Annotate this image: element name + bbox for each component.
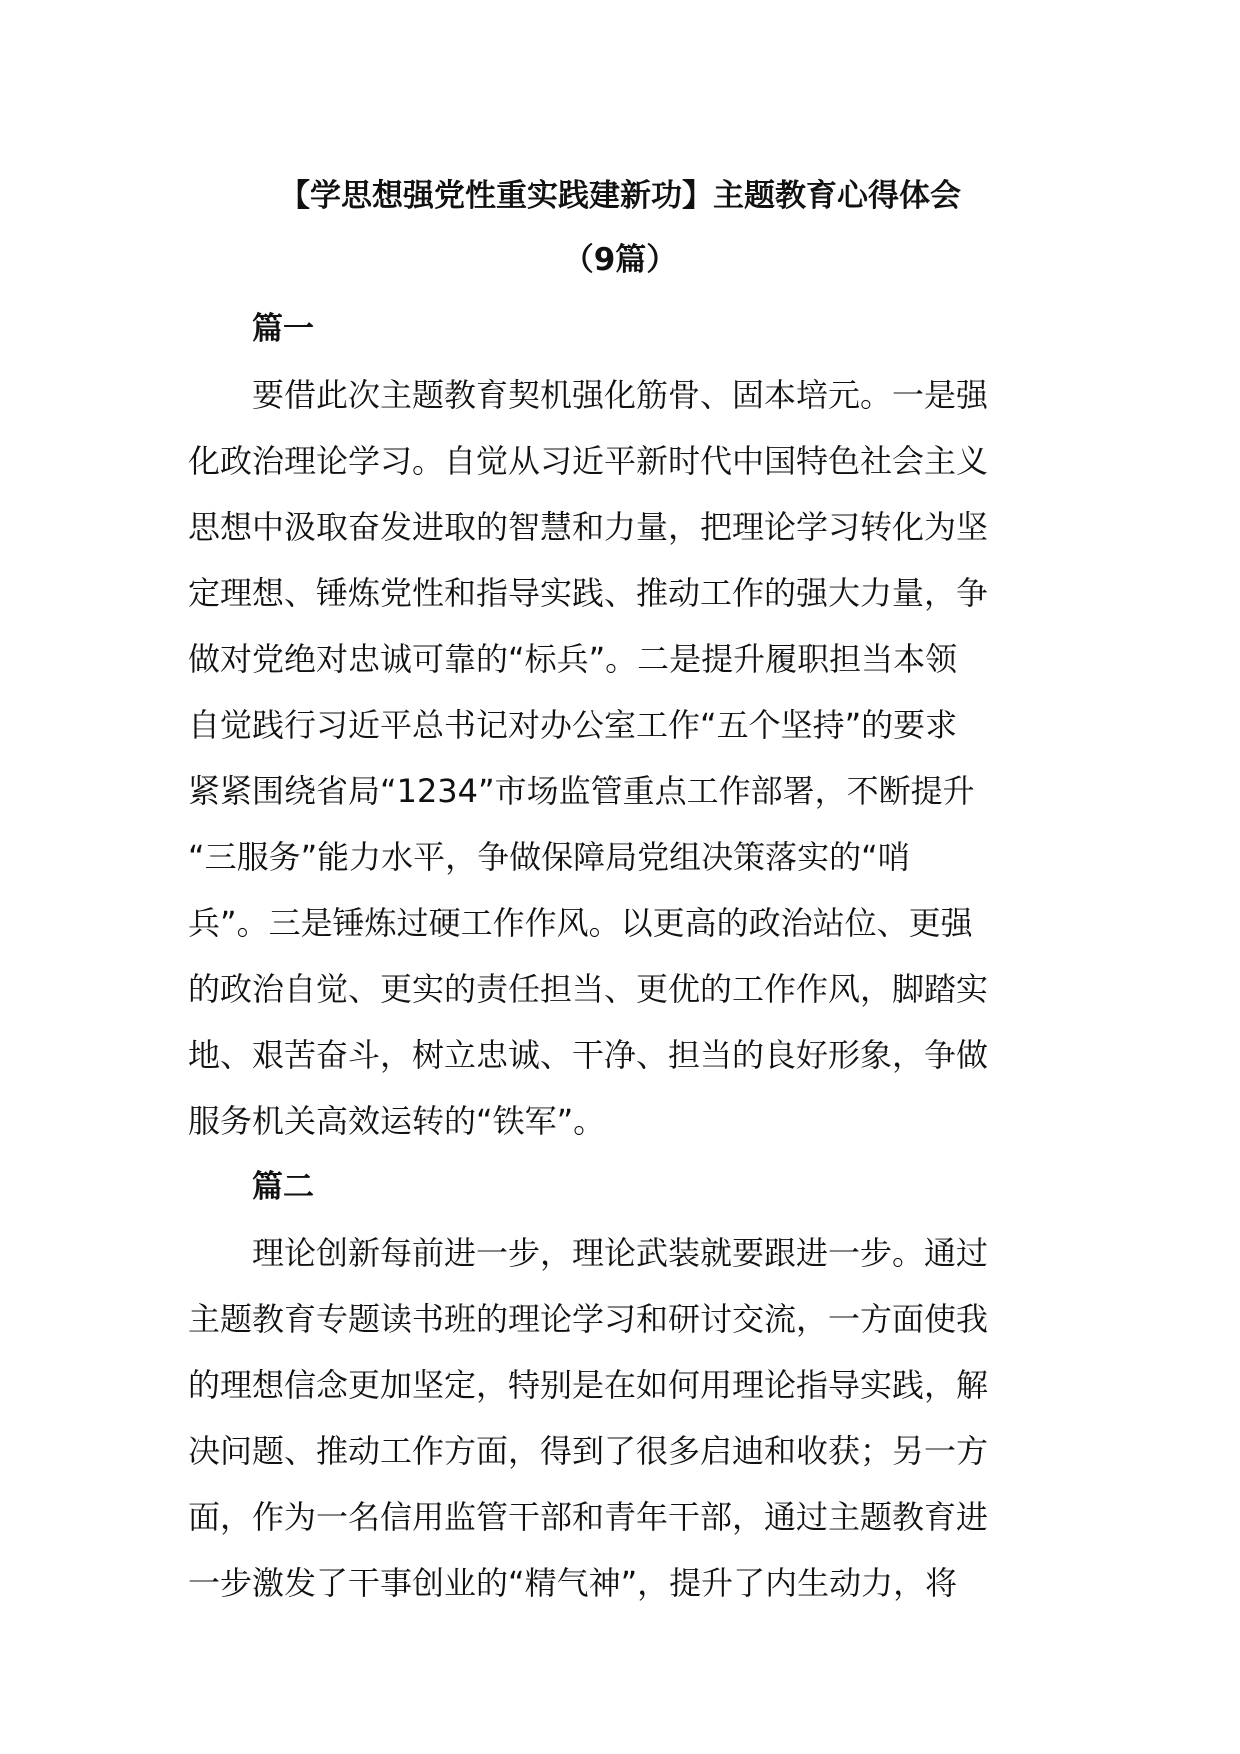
paragraph-line: “三服务”能力水平，争做保障局党组决策落实的“哨 bbox=[188, 838, 910, 876]
paragraph-line: 决问题、推动工作方面，得到了很多启迪和收获；另一方 bbox=[188, 1432, 989, 1470]
paragraph-line: 做对党绝对忠诚可靠的“标兵”。二是提升履职担当本领 bbox=[188, 640, 958, 678]
section-heading-2: 篇二 bbox=[252, 1169, 314, 1205]
paragraph-line: 兵”。三是锤炼过硬工作作风。以更高的政治站位、更强 bbox=[188, 904, 973, 942]
paragraph-line: 主题教育专题读书班的理论学习和研讨交流，一方面使我 bbox=[188, 1300, 989, 1338]
paragraph-line: 自觉践行习近平总书记对办公室工作“五个坚持”的要求 bbox=[188, 706, 958, 744]
section-heading-1: 篇一 bbox=[252, 311, 314, 347]
paragraph-line: 紧紧围绕省局“1234”市场监管重点工作部署，不断提升 bbox=[188, 772, 975, 810]
paragraph-line: 面，作为一名信用监管干部和青年干部，通过主题教育进 bbox=[188, 1498, 989, 1536]
paragraph-line: 的理想信念更加坚定，特别是在如何用理论指导实践，解 bbox=[188, 1366, 989, 1404]
paragraph-line: 思想中汲取奋发进取的智慧和力量，把理论学习转化为坚 bbox=[188, 508, 989, 546]
paragraph-line: 要借此次主题教育契机强化筋骨、固本培元。一是强 bbox=[252, 376, 989, 414]
paragraph-line: 的政治自觉、更实的责任担当、更优的工作作风，脚踏实 bbox=[188, 970, 989, 1008]
paragraph-line: 定理想、锤炼党性和指导实践、推动工作的强大力量，争 bbox=[188, 574, 989, 612]
paragraph-line: 化政治理论学习。自觉从习近平新时代中国特色社会主义 bbox=[188, 442, 989, 480]
document-title: 【学思想强党性重实践建新功】主题教育心得体会 bbox=[279, 178, 961, 214]
paragraph-line: 地、艰苦奋斗，树立忠诚、干净、担当的良好形象，争做 bbox=[188, 1036, 989, 1074]
paragraph-line: 理论创新每前进一步，理论武装就要跟进一步。通过 bbox=[252, 1234, 989, 1272]
document-body bbox=[188, 296, 1058, 1616]
document-subtitle: （9篇） bbox=[562, 242, 678, 278]
paragraph-line: 一步激发了干事创业的“精气神”，提升了内生动力，将 bbox=[188, 1564, 958, 1602]
paragraph-line: 服务机关高效运转的“铁军”。 bbox=[188, 1102, 606, 1140]
